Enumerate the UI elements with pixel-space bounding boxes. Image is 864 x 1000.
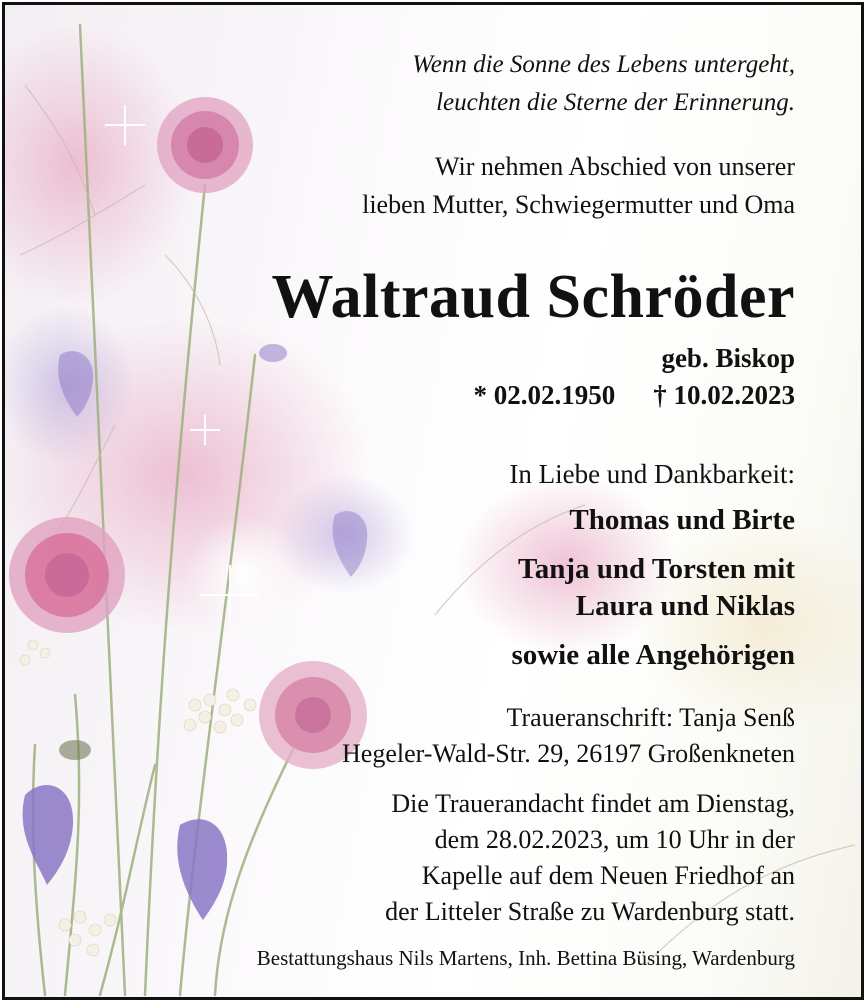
motto-line-2: leuchten die Sterne der Erinnerung.: [436, 89, 795, 116]
mourners-line-1: Thomas und Birte: [569, 504, 795, 536]
service-line-2: dem 28.02.2023, um 10 Uhr in der: [434, 825, 795, 854]
pink-flower-top: [157, 97, 253, 193]
maiden-name: geb. Biskop: [661, 343, 795, 373]
deceased-name: Waltraud Schröder: [271, 263, 795, 331]
service-line-3: Kapelle auf dem Neuen Friedhof an: [421, 861, 795, 890]
service-line-1: Die Trauerandacht findet am Dienstag,: [391, 789, 795, 818]
birth-date: * 02.02.1950: [473, 380, 616, 410]
intro-line-2: lieben Mutter, Schwiegermutter und Oma: [362, 190, 795, 219]
life-dates: [474, 377, 796, 413]
mourners-intro: In Liebe und Dankbarkeit:: [509, 459, 795, 489]
service-line-4: der Litteler Straße zu Wardenburg statt.: [385, 897, 795, 926]
obituary-notice: [2, 2, 864, 1000]
address-line-1: Traueranschrift: Tanja Senß: [506, 703, 795, 732]
address-line-2: Hegeler-Wald-Str. 29, 26197 Großenkneten: [342, 739, 795, 768]
mourners-line-2: Tanja und Torsten mit: [518, 553, 795, 585]
mourners-line-3: Laura und Niklas: [575, 590, 795, 622]
motto-line-1: Wenn die Sonne des Lebens untergeht,: [412, 51, 795, 78]
mourners-line-4: sowie alle Angehörigen: [511, 639, 795, 671]
death-date: † 10.02.2023: [653, 380, 795, 410]
intro-line-1: Wir nehmen Abschied von unserer: [435, 152, 795, 181]
undertaker-line: Bestattungshaus Nils Martens, Inh. Bettina Büsing, Wardenburg: [256, 946, 795, 970]
pink-flower-middle: [9, 517, 125, 633]
